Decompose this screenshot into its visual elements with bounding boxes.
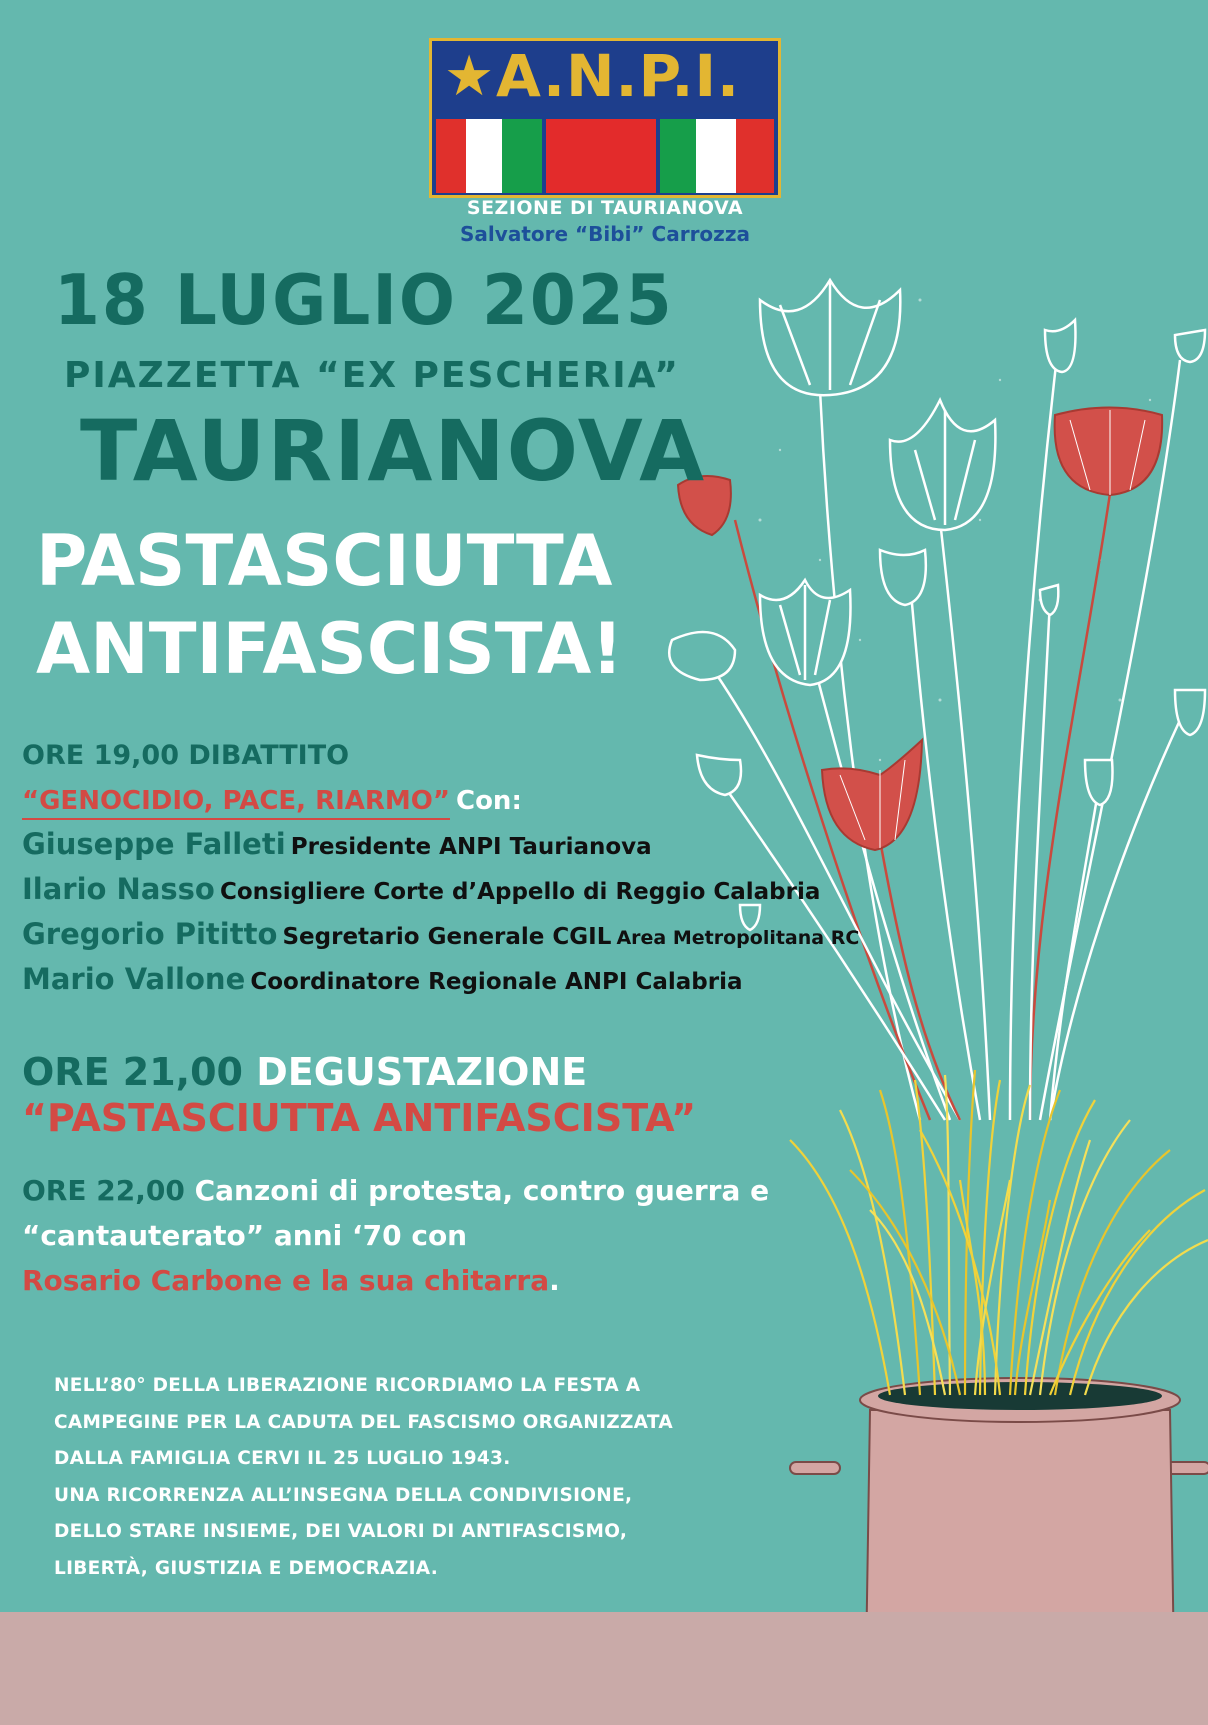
- speaker-role: Consigliere Corte d’Appello di Reggio Calabria: [219, 879, 821, 905]
- flag-red-mid: [546, 119, 656, 193]
- title-line-2: ANTIFASCISTA!: [36, 608, 624, 690]
- spaghetti-bundle: [790, 1070, 1208, 1395]
- music-line-1: [22, 1174, 769, 1207]
- debate-with: Con:: [455, 786, 522, 816]
- music-period: .: [549, 1264, 560, 1297]
- music-performer-line: [22, 1264, 560, 1297]
- flag-red-end: [736, 119, 774, 193]
- anpi-logo: [429, 38, 781, 198]
- flag-white-1: [466, 119, 502, 193]
- speaker-name: Giuseppe Falleti: [22, 827, 286, 861]
- tasting-label: DEGUSTAZIONE: [256, 1050, 588, 1094]
- title-line-1: PASTASCIUTTA: [36, 520, 613, 602]
- flag-green-2: [502, 119, 542, 193]
- tasting-time: ORE 21,00: [22, 1050, 243, 1094]
- music-time: ORE 22,00: [22, 1174, 185, 1207]
- speaker-row: [22, 872, 820, 906]
- flag-green-3: [660, 119, 696, 193]
- speaker-name: Gregorio Pititto: [22, 917, 278, 951]
- music-desc-2: “cantauterato” anni ‘70 con: [22, 1219, 468, 1252]
- note-line: NELL’80° DELLA LIBERAZIONE RICORDIAMO LA FESTA A: [54, 1375, 641, 1396]
- speaker-role: Segretario Generale CGIL: [282, 924, 612, 950]
- flag-green-1: [436, 119, 466, 193]
- logo-text: A.N.P.I.: [496, 42, 741, 110]
- speaker-row: [22, 962, 743, 996]
- speaker-row: [22, 917, 859, 951]
- speaker-role: Coordinatore Regionale ANPI Calabria: [250, 969, 743, 995]
- tasting-name: “PASTASCIUTTA ANTIFASCISTA”: [22, 1096, 697, 1140]
- note-line: DALLA FAMIGLIA CERVI IL 25 LUGLIO 1943.: [54, 1448, 511, 1469]
- speaker-role-extra: Area Metropolitana RC: [616, 927, 860, 949]
- star-icon: ★: [444, 44, 495, 109]
- event-date: 18 LUGLIO 2025: [54, 260, 674, 341]
- note-line: DELLO STARE INSIEME, DEI VALORI DI ANTIFASCISMO,: [54, 1521, 628, 1542]
- historical-note: [54, 1368, 673, 1587]
- note-line: UNA RICORRENZA ALL’INSEGNA DELLA CONDIVISIONE,: [54, 1484, 633, 1506]
- debate-time: ORE 19,00 DIBATTITO: [22, 740, 350, 771]
- debate-topic-line: [22, 786, 522, 816]
- flag-white-2: [696, 119, 736, 193]
- floor-band: [0, 1612, 1208, 1725]
- debate-topic: “GENOCIDIO, PACE, RIARMO”: [22, 786, 450, 820]
- event-place: PIAZZETTA “EX PESCHERIA”: [64, 355, 680, 396]
- speaker-role: Presidente ANPI Taurianova: [290, 834, 652, 860]
- speaker-name: Mario Vallone: [22, 962, 246, 996]
- note-line: LIBERTÀ, GIUSTIZIA E DEMOCRAZIA.: [54, 1557, 439, 1579]
- music-performer: Rosario Carbone e la sua chitarra: [22, 1264, 550, 1297]
- speaker-name: Ilario Nasso: [22, 872, 215, 906]
- logo-dedication: Salvatore “Bibi” Carrozza: [460, 222, 750, 246]
- event-city: TAURIANOVA: [80, 402, 707, 500]
- tasting-time-line: [22, 1050, 587, 1094]
- logo-section: SEZIONE DI TAURIANOVA: [466, 197, 744, 219]
- speaker-row: [22, 827, 652, 861]
- logo-banner: [432, 41, 778, 113]
- music-desc-1: Canzoni di protesta, contro guerra e: [194, 1174, 770, 1207]
- note-line: CAMPEGINE PER LA CADUTA DEL FASCISMO ORGANIZZATA: [54, 1411, 673, 1433]
